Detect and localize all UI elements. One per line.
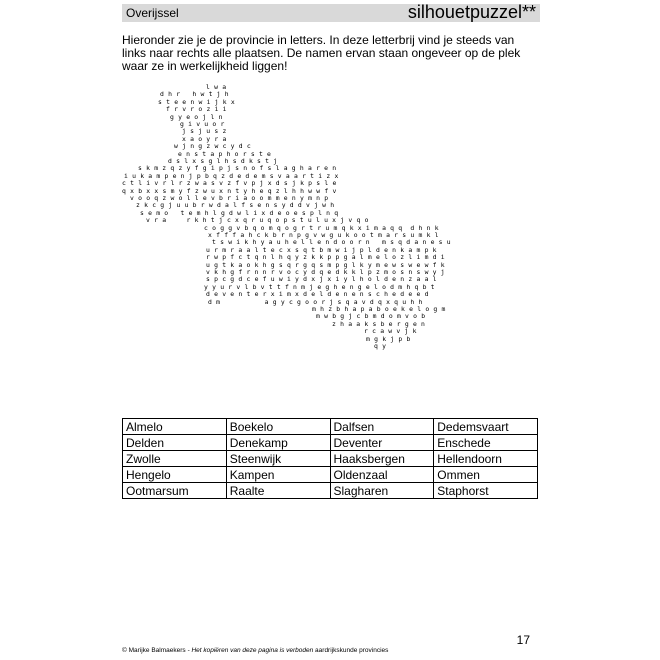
puzzle-row: i u k a m p e n j p b q z d e d e m s v a a r t i z x: [124, 171, 339, 180]
page-number: 17: [516, 633, 530, 647]
place-name-cell: Delden: [123, 435, 227, 451]
puzzle-row: x f f f a h c k b r n p g v w g u k o o t m a r s u m k l: [208, 231, 439, 239]
puzzle-row: u r m r a a l t e c x s q t b m w i j p l d e n k a m p k: [206, 245, 437, 254]
place-name-cell: Hengelo: [123, 467, 227, 483]
footer-series: aardrijkskunde provincies: [315, 647, 389, 654]
place-name-cell: Denekamp: [226, 435, 330, 451]
puzzle-row: d h r h w t j h: [160, 90, 229, 99]
puzzle-row: j s j u s z: [182, 127, 227, 136]
puzzle-row: c t l i v r l r z w a s v z f v p j x d s j k p s l e: [122, 179, 337, 188]
page-header: [122, 4, 540, 22]
table-row: [123, 467, 538, 483]
puzzle-row: m h z b h a p a b o e k e l o g m: [312, 305, 446, 313]
place-name-cell: Ootmarsum: [123, 483, 227, 499]
table-row: [123, 419, 538, 435]
puzzle-row: t s w i k h y a u h e l l e n d o o r n m s q d a n e s u: [212, 238, 451, 247]
puzzle-row: q y: [374, 342, 387, 350]
place-name-cell: Zwolle: [123, 451, 227, 467]
puzzle-row: g y e o j l n: [170, 112, 223, 121]
footer-author: © Marijke Balmaekers: [122, 647, 186, 654]
place-name-cell: Almelo: [123, 419, 227, 435]
puzzle-row: z h a a k s b e r g e n: [332, 319, 426, 328]
place-name-cell: Dalfsen: [330, 419, 434, 435]
puzzle-row: v k h g f r n n r v o c y d q e d k k l p z m o s n s w y j: [206, 268, 445, 276]
puzzle-row: c o g g v b q o m q o g r t r u m q k x i m a q q d h n k: [204, 223, 439, 232]
instructions: Hieronder zie je de provincie in letters. In deze letterbrij vind je steeds van links naar rechts alle plaatsen. De namen ervan staan ongeveer op de plek waar ze in werkelijkheid liggen!: [122, 33, 521, 73]
footer: [122, 647, 540, 654]
table-row: [123, 451, 538, 467]
puzzle-row: y y u r v l b v t t f n m j e g h e n g e l o d m h q b t: [204, 282, 435, 291]
table-row: [123, 483, 538, 499]
place-name-cell: Haaksbergen: [330, 451, 434, 467]
puzzle-row: d s l x s g l h s d k s t j: [168, 157, 278, 165]
place-name-cell: Staphorst: [434, 483, 538, 499]
puzzle-row: v r a r k h t j c x q r u q o p s t u l u x j v q o: [146, 216, 369, 225]
puzzle-row: x a o y r a: [182, 134, 227, 143]
place-name-cell: Slagharen: [330, 483, 434, 499]
puzzle-row: m g k j p b: [366, 334, 411, 343]
puzzle-row: s t e e n w i j k x: [158, 97, 235, 106]
puzzle-row: w j n g z w c y d c: [174, 142, 251, 151]
puzzle-row: u g t k a o k h g s q r g q s m p g l k y m e w s w e w f k: [206, 260, 445, 269]
place-names-table: [122, 418, 538, 499]
puzzle-row: m w b g j c b m d o m v o b: [316, 312, 426, 321]
puzzle-row: v o o q z w o l l e v b r i a o o m m e n y m n p: [130, 194, 329, 202]
puzzle-row: r c a w v j k: [364, 327, 417, 336]
place-name-cell: Raalte: [226, 483, 330, 499]
puzzle-row: s k m z q z y f g i p j s n o f s l a g h a r e n: [138, 164, 337, 173]
footer-notice: - Het kopiëren van deze pagina is verboden: [187, 647, 314, 654]
place-name-cell: Steenwijk: [226, 451, 330, 467]
place-name-cell: Boekelo: [226, 419, 330, 435]
letter-puzzle: [100, 84, 540, 384]
place-name-cell: Oldenzaal: [330, 467, 434, 483]
puzzle-row: l w a: [206, 83, 227, 91]
place-name-cell: Ommen: [434, 467, 538, 483]
table-row: [123, 435, 538, 451]
puzzle-row: q x b x x s m y f z w u x n t y h e q z l h h w w f v: [122, 186, 337, 195]
puzzle-row: e n s t a p h o r s t e: [178, 149, 272, 158]
puzzle-row: d e v e n t e r x i m x d e l d e n e n s c h e d e e d: [206, 290, 429, 299]
place-name-cell: Enschede: [434, 435, 538, 451]
puzzle-row: s e m o t e m h l g d w l i x d e o e s p l n q: [140, 208, 339, 217]
puzzle-type-title: silhouetpuzzel**: [407, 2, 536, 22]
place-name-cell: Deventer: [330, 435, 434, 451]
puzzle-row: f r v r o z i i: [166, 105, 227, 114]
place-name-cell: Dedemsvaart: [434, 419, 538, 435]
puzzle-row: g i v u o r: [180, 120, 225, 128]
puzzle-row: z k c g j u u b r w d a l f s e n s y d d v j w h: [136, 201, 335, 210]
place-name-cell: Kampen: [226, 467, 330, 483]
puzzle-row: r w p f c t q n l h q y z k k p p g a l m e l o z l i m d i: [206, 253, 445, 262]
place-name-cell: Hellendoorn: [434, 451, 538, 467]
puzzle-row: d m a g y c g o o r j s q a v d q x q u h h: [208, 297, 423, 306]
province-title: Overijssel: [126, 6, 179, 20]
puzzle-row: s p c g d c e f u w i y d x j x i y l h o l d e n z a a l: [206, 275, 437, 284]
